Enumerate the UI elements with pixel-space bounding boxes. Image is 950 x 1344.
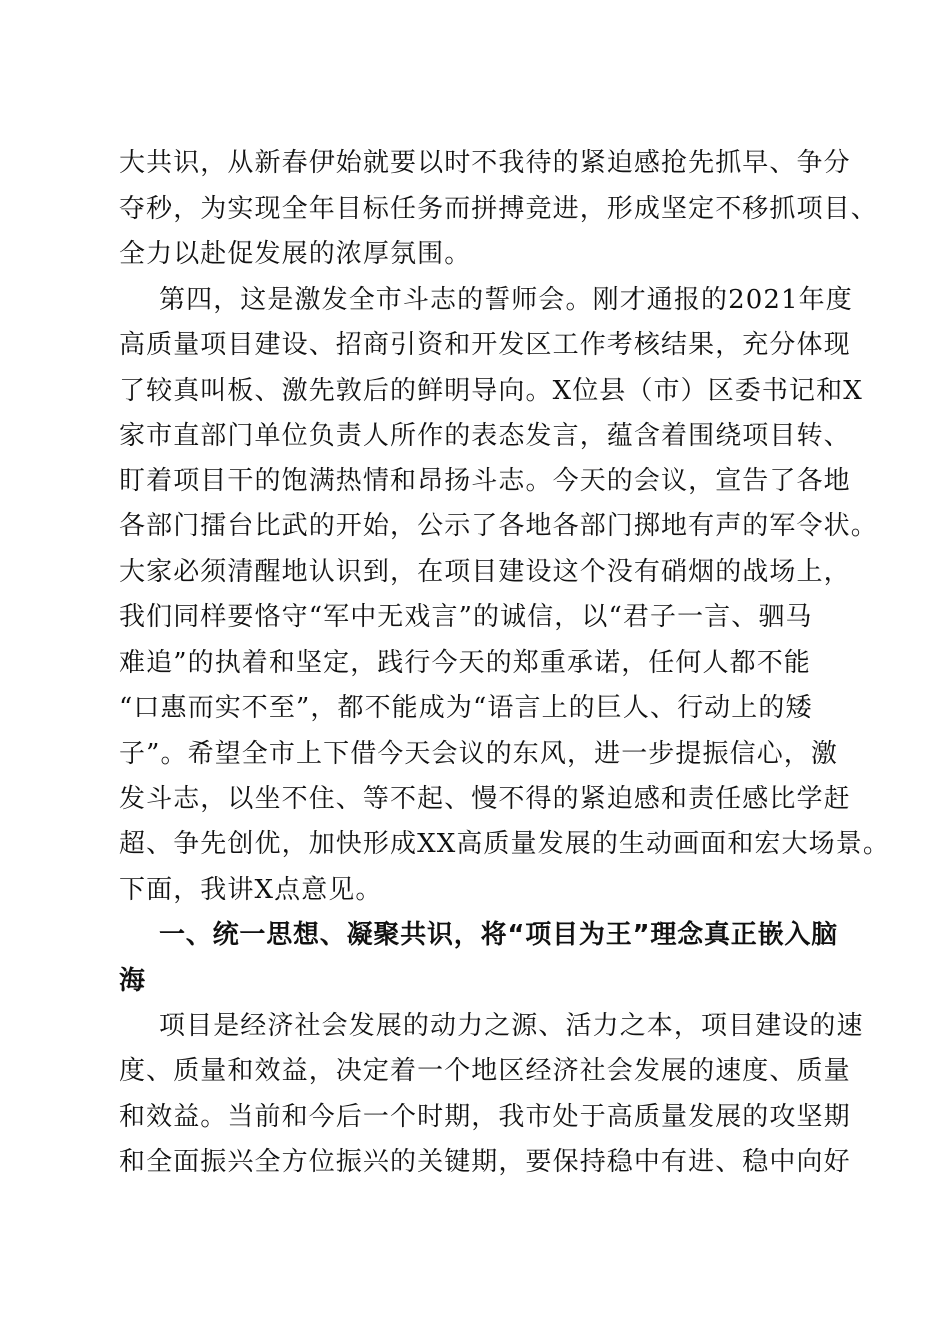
text-line: 大家必须清醒地认识到，在项目建设这个没有硝烟的战场上，	[119, 557, 851, 587]
text-line: 全力以赴促发展的浓厚氛围。	[119, 239, 472, 269]
text-line: 盯着项目干的饱满热情和昂扬斗志。今天的会议，宣告了各地	[119, 466, 851, 496]
text-line: 我们同样要恪守“军中无戏言”的诚信，以“君子一言、驷马	[119, 602, 813, 632]
text-line: 大共识，从新春伊始就要以时不我待的紧迫感抢先抓早、争分	[119, 148, 851, 178]
text-line: 和全面振兴全方位振兴的关键期，要保持稳中有进、稳中向好	[119, 1147, 851, 1177]
text-line: 下面，我讲X点意见。	[119, 875, 383, 905]
text-line: 夺秒，为实现全年目标任务而拼搏竞进，形成坚定不移抓项目、	[119, 194, 878, 224]
text-line: 发斗志，以坐不住、等不起、慢不得的紧迫感和责任感比学赶	[119, 784, 851, 814]
text-line: 高质量项目建设、招商引资和开发区工作考核结果，充分体现	[119, 330, 851, 360]
text-line: “口惠而实不至”，都不能成为“语言上的巨人、行动上的矮	[119, 693, 813, 723]
text-line: 和效益。当前和今后一个时期，我市处于高质量发展的攻坚期	[119, 1102, 851, 1132]
section-heading-continued: 海	[119, 966, 146, 996]
paragraph-fourth-start: 第四，这是激发全市斗志的誓师会。刚才通报的2021年度	[159, 285, 853, 315]
text-line: 各部门擂台比武的开始，公示了各地各部门掷地有声的军令状。	[119, 511, 878, 541]
paragraph-project-start: 项目是经济社会发展的动力之源、活力之本，项目建设的速	[159, 1011, 864, 1041]
text-line: 难追”的执着和坚定，践行今天的郑重承诺，任何人都不能	[119, 648, 811, 678]
text-line: 了较真叫板、激先敦后的鲜明导向。X位县（市）区委书记和X	[119, 376, 863, 406]
section-heading: 一、统一思想、凝聚共识，将“项目为王”理念真正嵌入脑	[159, 920, 838, 950]
text-line: 度、质量和效益，决定着一个地区经济社会发展的速度、质量	[119, 1056, 851, 1086]
text-line: 家市直部门单位负责人所作的表态发言，蕴含着围绕项目转、	[119, 421, 851, 451]
text-line: 超、争先创优，加快形成XX高质量发展的生动画面和宏大场景。	[119, 829, 890, 859]
text-line: 子”。希望全市上下借今天会议的东风，进一步提振信心，激	[119, 739, 838, 769]
